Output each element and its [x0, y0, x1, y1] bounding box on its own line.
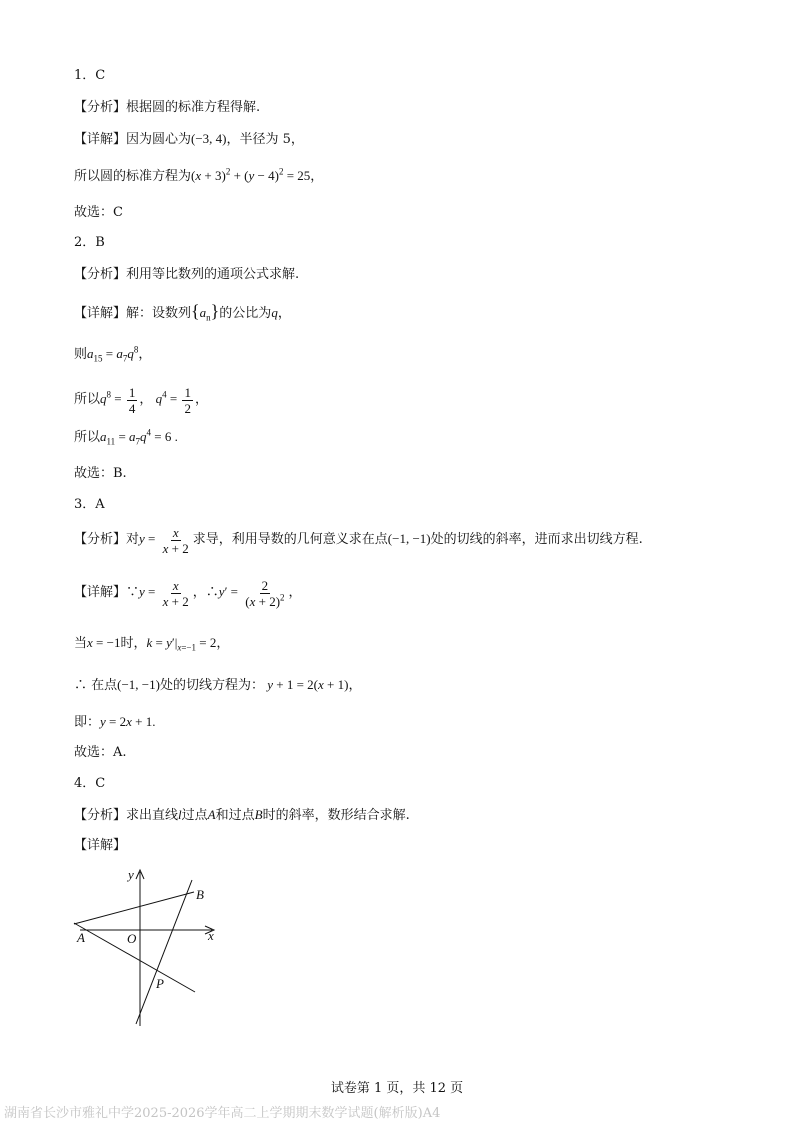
q2-detail: 【详解】解：设数列$\{a_n\}$的公比为q， — [74, 301, 291, 323]
watermark: 湖南省长沙市雅礼中学2025-2026学年高二上学期期末数学试题(解析版)A4 — [4, 1106, 441, 1121]
q3-title: 3．A — [74, 497, 105, 512]
q3-analysis — [74, 522, 643, 557]
q2-so2: 所以 — [74, 430, 101, 445]
q3-slope: $k = y'|_{x=-1} = 2$， — [146, 635, 230, 653]
q3-ie-line — [74, 713, 156, 732]
q1-analysis: 【分析】根据圆的标准方程得解. — [74, 100, 261, 115]
q3-when-mid: 时， — [120, 636, 147, 651]
q1-radius-text: ，半径为 5， — [226, 132, 304, 147]
q4-mid2: 和过点 — [215, 808, 255, 823]
q2-detail-suffix: 的公比为 — [219, 306, 272, 321]
q4-a: A — [207, 807, 216, 822]
q2-then-line — [74, 345, 151, 364]
q3-ie: 即： — [74, 715, 101, 730]
q3-analysis-suffix: 处的切线的斜率，进而求出切线方程. — [430, 532, 643, 547]
q1-eq-prefix: 所以圆的标准方程为 — [74, 169, 192, 184]
q1-detail-prefix: 【详解】因为圆心为 — [74, 132, 192, 147]
q3-detail — [74, 575, 302, 610]
q2-so1: 所以 — [74, 392, 101, 407]
q2-eq3: $a_{11} = a_7q^4 = 6$ . — [100, 427, 178, 447]
q2-choice: 故选：B. — [74, 466, 127, 481]
q3-when-x: x = −1 — [87, 635, 121, 650]
q3-analysis-prefix: 【分析】对 — [74, 532, 140, 547]
q3-choice: 故选：A. — [74, 745, 127, 760]
q3-when-prefix: 当 — [74, 636, 88, 651]
q2-then: 则 — [74, 347, 88, 362]
q2-eq1: $a_{15} = a_7q^8$， — [87, 344, 152, 364]
q4-b: B — [254, 807, 263, 822]
line-bp — [136, 880, 192, 1024]
q1-center: (−3, 4) — [191, 131, 227, 146]
q2-so1-line — [74, 382, 208, 417]
label-b: B — [196, 887, 204, 902]
q3-detail-func: y = $\frac{x}{x + 2}$ — [139, 577, 189, 609]
page-footer: 试卷第 1 页，共 12 页 — [330, 1081, 464, 1096]
q3-derivative: y′ = $\frac{2}{(x + 2)^2}$ ， — [218, 577, 302, 609]
q4-l: l — [178, 807, 182, 822]
label-y: y — [128, 867, 134, 882]
q4-detail: 【详解】 — [74, 838, 127, 853]
q3-analysis-mid: 求导，利用导数的几何意义求在点 — [192, 532, 388, 547]
q1-equation: $(x + 3)^2 + (y - 4)^2 = 25$， — [191, 166, 324, 183]
q2-analysis: 【分析】利用等比数列的通项公式求解. — [74, 267, 300, 282]
q4-figure — [68, 866, 228, 1031]
q2-so2-line — [74, 428, 178, 447]
q3-detail-prefix: 【详解】∵ — [74, 585, 140, 600]
line-ab — [74, 892, 194, 924]
q1-choice: 故选：C — [74, 205, 123, 220]
q2-eq2: $q^8$ = $\frac{1}{4}$ ， $q^4$ = $\frac{1}{2}$ ， — [100, 384, 208, 416]
q1-equation-line — [74, 167, 323, 186]
label-o: O — [127, 931, 137, 946]
q3-tangent-eq: y + 1 = 2(x + 1)， — [267, 677, 362, 692]
q3-therefore: ，∴ — [192, 585, 219, 600]
q1-title: 1．C — [74, 68, 106, 83]
q2-title: 2．B — [74, 235, 105, 250]
label-p: P — [156, 976, 164, 991]
q4-title: 4．C — [74, 776, 106, 791]
q3-tangent-mid: 处的切线方程为： — [159, 678, 264, 693]
q4-mid1: 过点 — [181, 808, 208, 823]
q3-tangent-line — [74, 676, 361, 695]
q3-tangent-prefix: ∴ 在点 — [74, 678, 118, 693]
q3-when-line — [74, 634, 229, 653]
q2-sequence: $\{a_n\}$ — [191, 301, 220, 323]
q4-analysis — [74, 806, 410, 825]
q1-detail — [74, 130, 304, 149]
q3-result: y = 2x + 1. — [100, 714, 156, 729]
q2-detail-prefix: 【详解】解：设数列 — [74, 306, 192, 321]
q4-analysis-prefix: 【分析】求出直线 — [74, 808, 179, 823]
label-a: A — [77, 930, 85, 945]
q3-point: (−1, −1) — [117, 677, 160, 692]
label-x: x — [208, 928, 214, 943]
q3-func: y = $\frac{x}{x + 2}$ — [139, 524, 189, 556]
q3-analysis-point: (−1, −1) — [387, 531, 431, 546]
q2-var-q: q — [271, 305, 278, 320]
q4-suffix: 时的斜率，数形结合求解. — [262, 808, 410, 823]
